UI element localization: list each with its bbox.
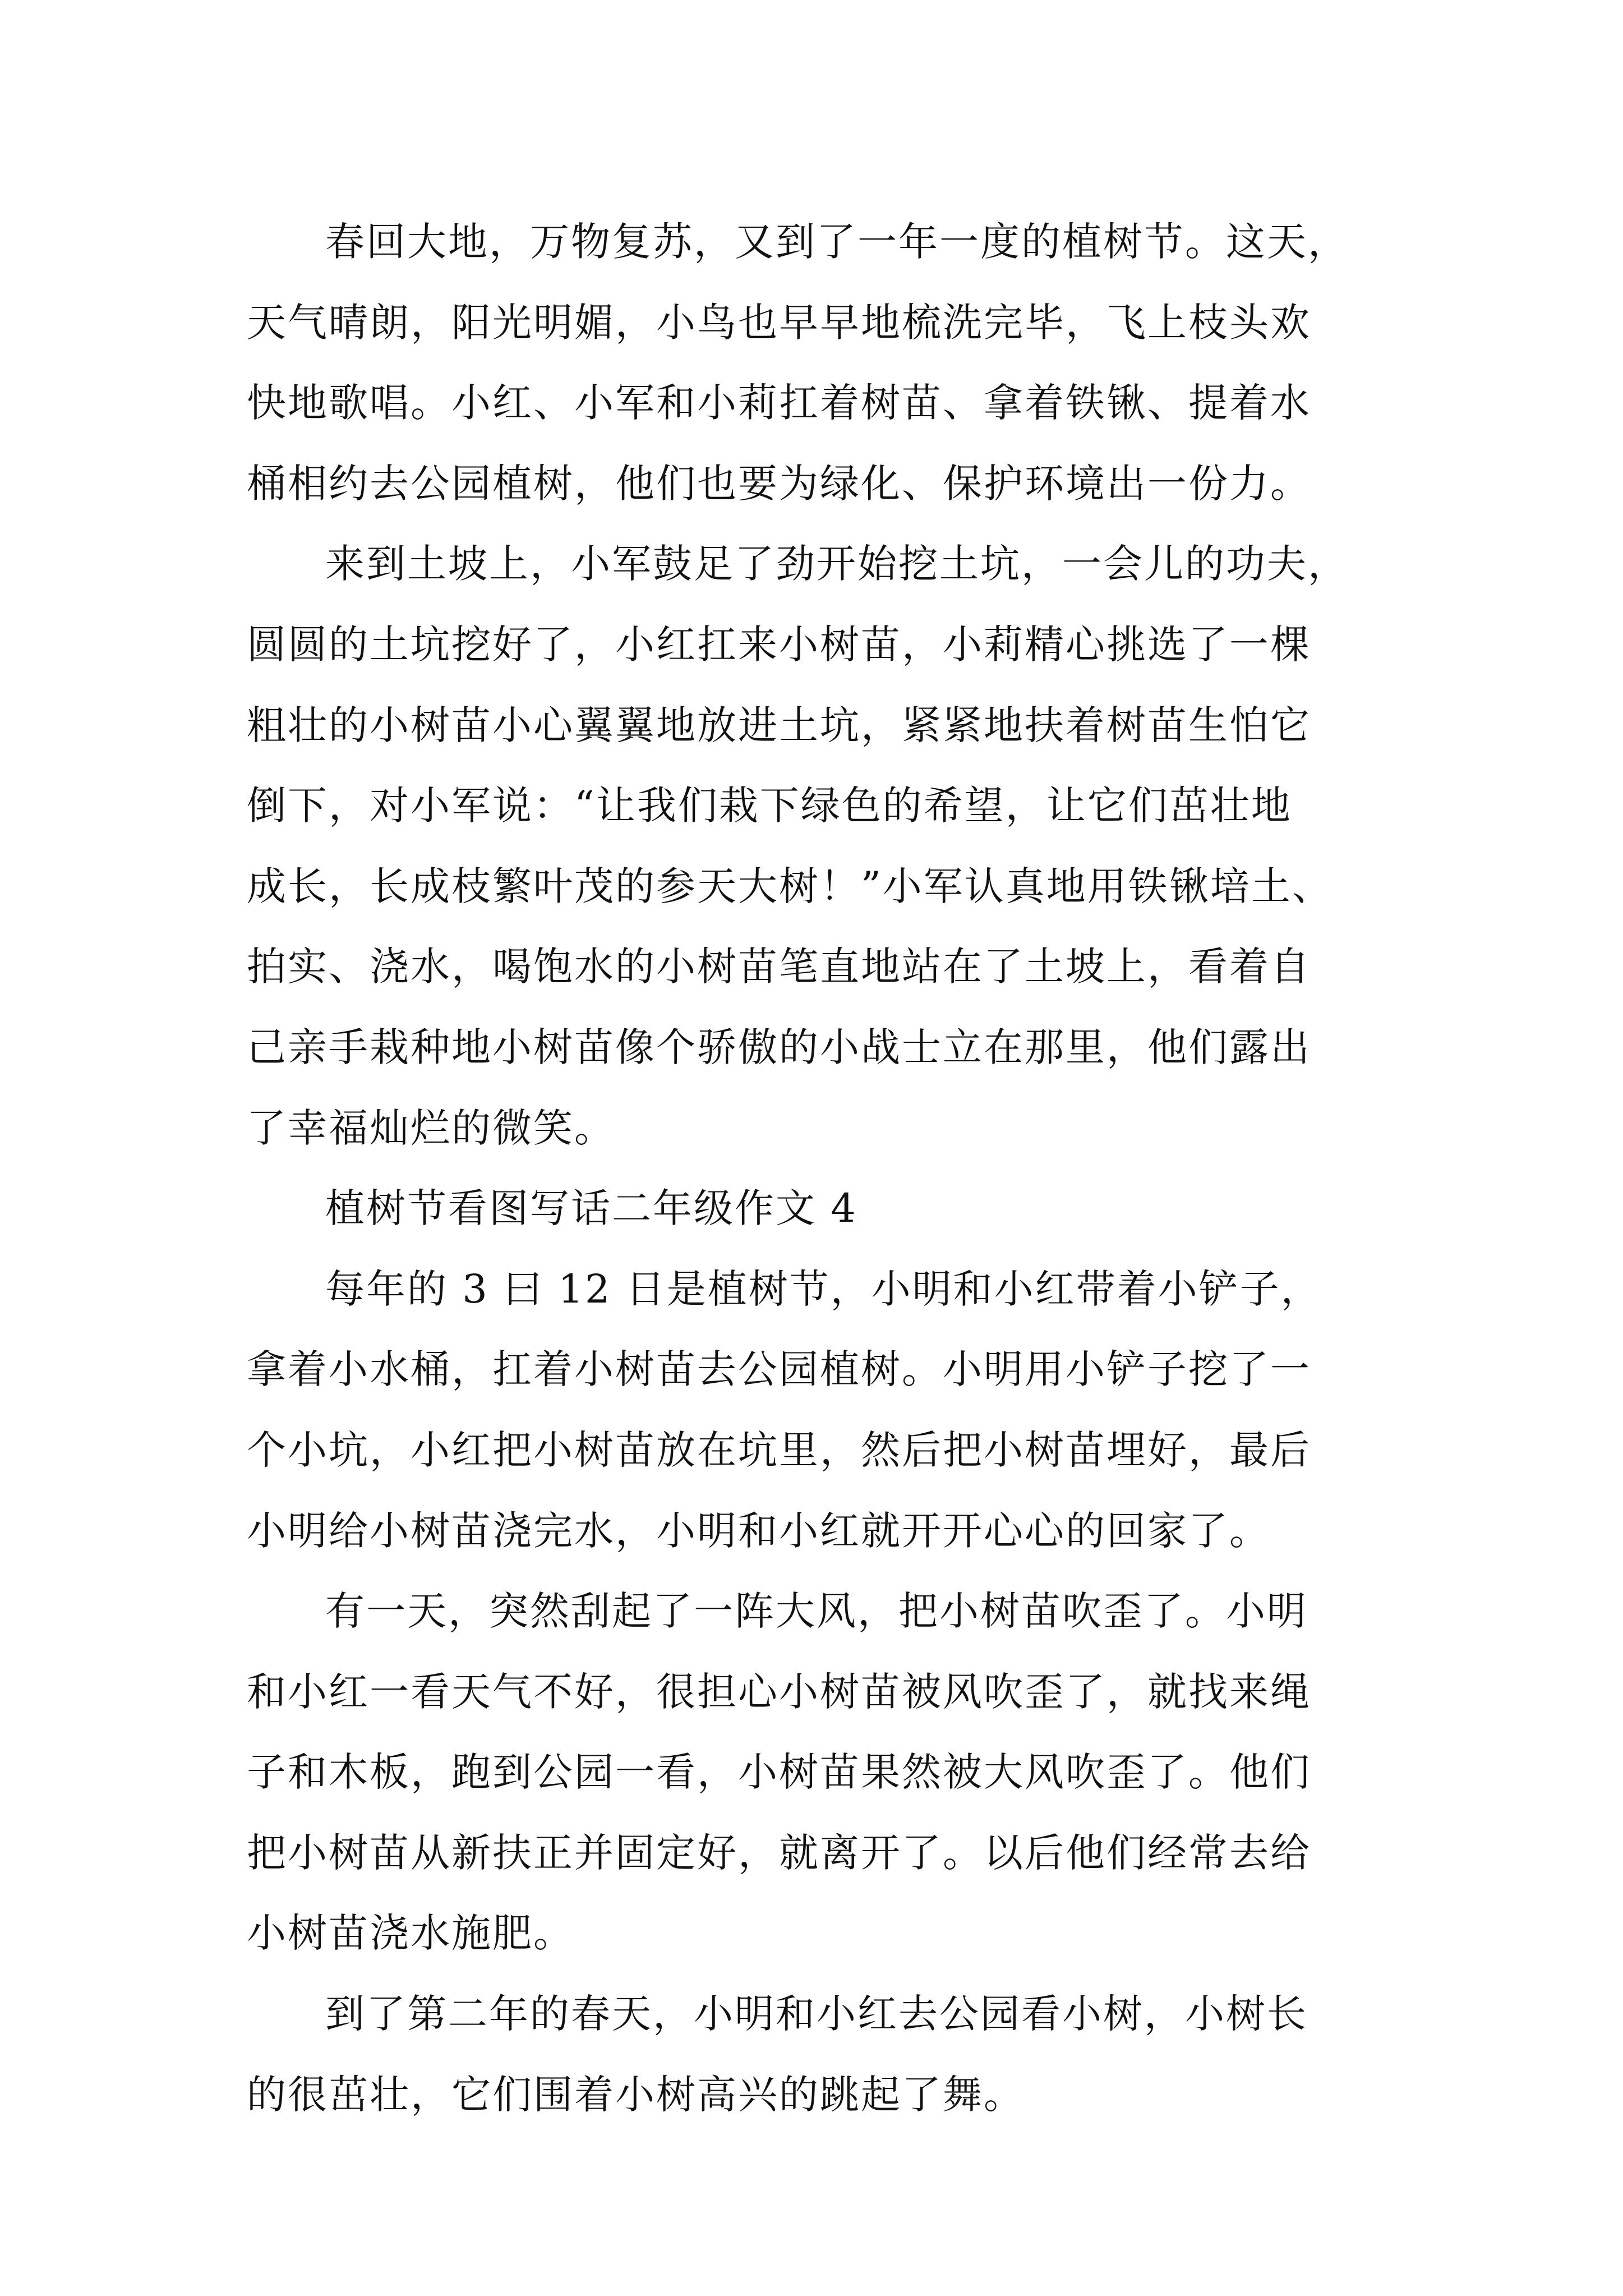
document-body [247, 202, 1396, 2135]
paragraph-2: 来到土坡上，小军鼓足了劲开始挖土坑，一会儿的功夫， 圆圆的土坑挖好了，小红扛来小树苗，小莉精心挑选了一棵 粗壮的小树苗小心翼翼地放进土坑，紧紧地扶着树苗生怕它 倒下，对小军说：“让我们栽下绿色的希望，让它们茁壮地 成长，长成枝繁叶茂的参天大树！”小军认真地用铁锹培土、 拍实、浇水，喝饱水的小树苗笔直地站在了土坡上，看着自 己亲手栽种地小树苗像个骄傲的小战士立在那里，他们露出 了幸福灿烂的微笑。 [247, 541, 1349, 1151]
paragraph-4: 有一天，突然刮起了一阵大风，把小树苗吹歪了。小明 和小红一看天气不好，很担心小树苗被风吹歪了，就找来绳 子和木板，跑到公园一看，小树苗果然被大风吹歪了。他们 把小树苗从新扶正并固定好，就离开了。以后他们经常去给 小树苗浇水施肥。 [247, 1588, 1311, 1957]
paragraph-3: 每年的 3 曰 12 日是植树节，小明和小红带着小铲子， 拿着小水桶，扛着小树苗去公园植树。小明用小铲子挖了一 个小坑，小红把小树苗放在坑里，然后把小树苗埋好，最后 小明给小树苗浇完水，小明和小红就开开心心的回家了。 [247, 1266, 1322, 1554]
paragraph-1: 春回大地，万物复苏，又到了一年一度的植树节。这天， 天气晴朗，阳光明媚，小鸟也早早地梳洗完毕，飞上枝头欢 快地歌唱。小红、小军和小莉扛着树苗、拿着铁锹、提着水 桶相约去公园植树，他们也要为绿化、保护环境出一份力。 [247, 219, 1349, 507]
paragraph-5: 到了第二年的春天，小明和小红去公园看小树，小树长 的很茁壮，它们围着小树高兴的跳起了舞。 [247, 1991, 1308, 2118]
section-heading: 植树节看图写话二年级作文 4 [325, 1185, 857, 1232]
